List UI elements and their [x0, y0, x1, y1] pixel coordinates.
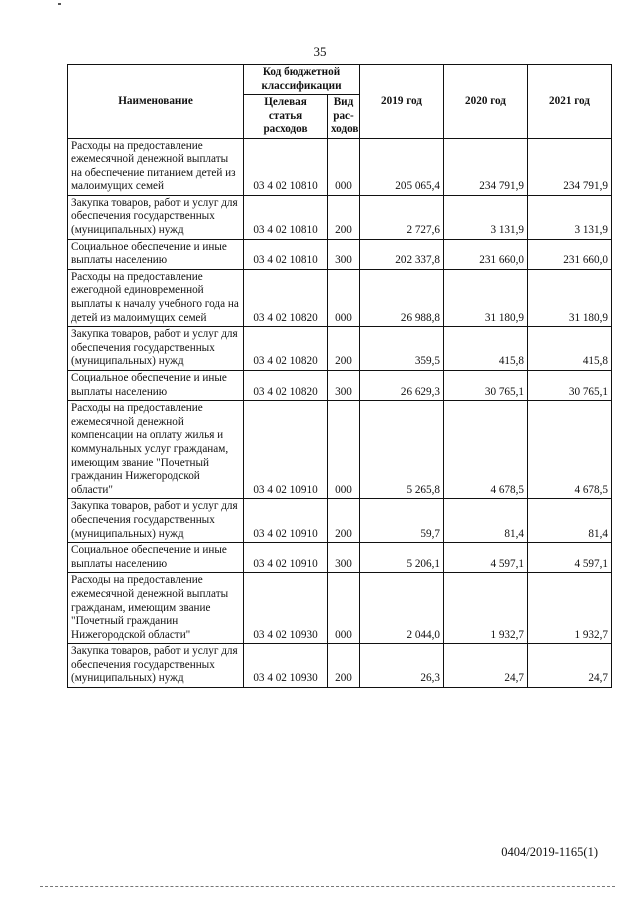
cell-code: 03 4 02 10930	[244, 644, 328, 688]
cell-code: 03 4 02 10910	[244, 499, 328, 543]
cell-type: 200	[328, 327, 360, 371]
cell-type: 000	[328, 573, 360, 644]
cell-name: Социальное обеспечение и иные выплаты населению	[68, 543, 244, 573]
table-row	[68, 269, 612, 326]
cell-y2020: 30 765,1	[444, 371, 528, 401]
scan-artifact	[58, 3, 61, 5]
table-row	[68, 371, 612, 401]
cell-y2020: 81,4	[444, 499, 528, 543]
cell-name: Расходы на предоставление ежемесячной денежной выплаты на обеспечение питанием детей из малоимущих семей	[68, 138, 244, 195]
cell-name: Расходы на предоставление ежемесячной денежной выплаты гражданам, имеющим звание "Почетный гражданин Нижегородской области"	[68, 573, 244, 644]
cell-code: 03 4 02 10910	[244, 401, 328, 499]
table-row	[68, 543, 612, 573]
cell-y2021: 4 678,5	[528, 401, 612, 499]
cell-y2020: 24,7	[444, 644, 528, 688]
cell-code: 03 4 02 10810	[244, 138, 328, 195]
table-row	[68, 239, 612, 269]
cell-y2019: 5 265,8	[360, 401, 444, 499]
table-row	[68, 499, 612, 543]
cell-y2021: 234 791,9	[528, 138, 612, 195]
cell-y2021: 1 932,7	[528, 573, 612, 644]
cell-name: Закупка товаров, работ и услуг для обеспечения государственных (муниципальных) нужд	[68, 195, 244, 239]
cell-y2019: 2 727,6	[360, 195, 444, 239]
cell-y2019: 205 065,4	[360, 138, 444, 195]
cell-name: Расходы на предоставление ежемесячной денежной компенсации на оплату жилья и коммунальных услуг гражданам, имеющим звание "Почетный гражданин Нижегородской области"	[68, 401, 244, 499]
cell-type: 300	[328, 239, 360, 269]
page-bottom-divider	[40, 886, 615, 887]
cell-type: 200	[328, 195, 360, 239]
table-row	[68, 644, 612, 688]
cell-name: Закупка товаров, работ и услуг для обеспечения государственных (муниципальных) нужд	[68, 499, 244, 543]
cell-type: 300	[328, 371, 360, 401]
cell-code: 03 4 02 10910	[244, 543, 328, 573]
table-row	[68, 195, 612, 239]
budget-table	[67, 64, 612, 688]
cell-y2020: 1 932,7	[444, 573, 528, 644]
cell-y2021: 231 660,0	[528, 239, 612, 269]
cell-y2019: 5 206,1	[360, 543, 444, 573]
cell-y2020: 3 131,9	[444, 195, 528, 239]
cell-y2021: 415,8	[528, 327, 612, 371]
cell-code: 03 4 02 10820	[244, 327, 328, 371]
cell-name: Социальное обеспечение и иные выплаты населению	[68, 371, 244, 401]
cell-y2020: 234 791,9	[444, 138, 528, 195]
cell-name: Закупка товаров, работ и услуг для обеспечения государственных (муниципальных) нужд	[68, 644, 244, 688]
header-row-1	[68, 65, 612, 95]
header-target: Целевая статья расходов	[244, 95, 328, 139]
header-code-group: Код бюджетной классификации	[244, 65, 360, 95]
cell-y2020: 231 660,0	[444, 239, 528, 269]
cell-type: 000	[328, 269, 360, 326]
cell-y2019: 26,3	[360, 644, 444, 688]
cell-name: Расходы на предоставление ежегодной единовременной выплаты к началу учебного года на детей из малоимущих семей	[68, 269, 244, 326]
cell-type: 000	[328, 138, 360, 195]
header-name: Наименование	[68, 65, 244, 139]
cell-code: 03 4 02 10810	[244, 195, 328, 239]
header-2019: 2019 год	[360, 65, 444, 139]
document-code: 0404/2019-1165(1)	[501, 845, 598, 859]
cell-y2021: 3 131,9	[528, 195, 612, 239]
cell-y2021: 30 765,1	[528, 371, 612, 401]
cell-y2021: 81,4	[528, 499, 612, 543]
cell-y2019: 26 988,8	[360, 269, 444, 326]
cell-y2020: 4 678,5	[444, 401, 528, 499]
header-2020: 2020 год	[444, 65, 528, 139]
cell-type: 200	[328, 644, 360, 688]
cell-code: 03 4 02 10820	[244, 269, 328, 326]
cell-type: 200	[328, 499, 360, 543]
cell-y2019: 359,5	[360, 327, 444, 371]
cell-y2019: 26 629,3	[360, 371, 444, 401]
table-row	[68, 401, 612, 499]
header-type: Вид рас-ходов	[328, 95, 360, 139]
cell-y2021: 24,7	[528, 644, 612, 688]
cell-y2019: 2 044,0	[360, 573, 444, 644]
cell-code: 03 4 02 10930	[244, 573, 328, 644]
cell-name: Закупка товаров, работ и услуг для обеспечения государственных (муниципальных) нужд	[68, 327, 244, 371]
cell-y2020: 31 180,9	[444, 269, 528, 326]
cell-type: 300	[328, 543, 360, 573]
table-row	[68, 573, 612, 644]
cell-y2020: 4 597,1	[444, 543, 528, 573]
cell-y2019: 59,7	[360, 499, 444, 543]
cell-name: Социальное обеспечение и иные выплаты населению	[68, 239, 244, 269]
table-row	[68, 138, 612, 195]
cell-code: 03 4 02 10820	[244, 371, 328, 401]
cell-y2020: 415,8	[444, 327, 528, 371]
cell-type: 000	[328, 401, 360, 499]
table-body	[68, 138, 612, 688]
cell-y2019: 202 337,8	[360, 239, 444, 269]
cell-code: 03 4 02 10810	[244, 239, 328, 269]
table-row	[68, 327, 612, 371]
header-2021: 2021 год	[528, 65, 612, 139]
page-number: 35	[313, 44, 327, 59]
cell-y2021: 31 180,9	[528, 269, 612, 326]
cell-y2021: 4 597,1	[528, 543, 612, 573]
